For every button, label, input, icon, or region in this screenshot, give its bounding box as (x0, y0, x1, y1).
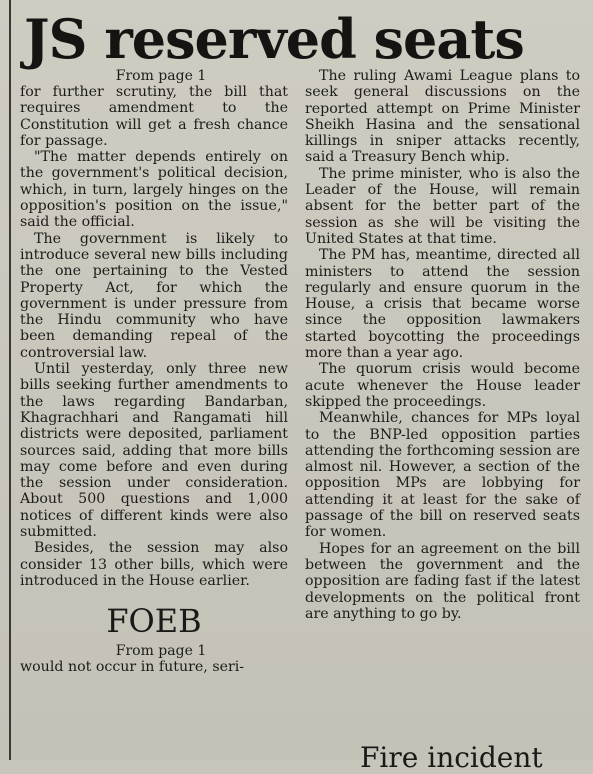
article-paragraph: Besides, the session may also consider 13 other bills, which were introduced in the House earlier. (20, 540, 288, 589)
article-paragraph: for further scrutiny, the bill that requires amendment to the Constitution will get a fresh chance for passage. (20, 84, 288, 149)
second-article-paragraph: would not occur in future, seri- (20, 659, 245, 676)
right-column (305, 68, 580, 622)
second-headline: FOEB (106, 602, 202, 641)
article-paragraph: The ruling Awami League plans to seek general discussions on the reported attempt on Prime Minister Sheikh Hasina and the sensational killings in sniper attacks recently, said a Treasury Bench whip. (305, 68, 580, 166)
article-paragraph: Meanwhile, chances for MPs loyal to the BNP-led opposition parties attending the forthcoming session are almost nil. However, a section of the opposition MPs are lobbying for attending it at least for the sake of passage of the bill on reserved seats for women. (305, 410, 580, 541)
left-column (20, 68, 288, 676)
column-rule (9, 0, 11, 760)
article-paragraph: The prime minister, who is also the Leader of the House, will remain absent for the better part of the session as she will be visiting the United States at that time. (305, 165, 580, 247)
headline: JS reserved seats (24, 7, 524, 71)
second-jump-line: From page 1 (115, 643, 207, 660)
next-article-headline: Fire incident (360, 741, 543, 774)
article-paragraph: Hopes for an agreement on the bill between the government and the opposition are fading fast if the latest developments on the political front are anything to go by. (305, 540, 580, 622)
jump-line: From page 1 (115, 68, 207, 84)
article-paragraph: Until yesterday, only three new bills seeking further amendments to the laws regarding Bandarban, Khagrachhari and Rangamati hill districts were deposited, parliament sources said, adding that more bills may come before and even during the session under consideration. About 500 questions and 1,000 notices of different kinds were also submitted. (20, 361, 288, 541)
article-paragraph: "The matter depends entirely on the government's political decision, which, in turn, largely hinges on the opposition's position on the issue," said the official. (20, 149, 288, 231)
article-paragraph: The government is likely to introduce several new bills including the one pertaining to the Vested Property Act, for which the government is under pressure from the Hindu community who have been demanding repeal of the controversial law. (20, 230, 288, 361)
article-paragraph: The PM has, meantime, directed all ministers to attend the session regularly and ensure quorum in the House, a crisis that became worse since the opposition lawmakers started boycotting the proceedings more than a year ago. (305, 247, 580, 362)
article-paragraph: The quorum crisis would become acute whenever the House leader skipped the proceedings. (305, 361, 580, 410)
